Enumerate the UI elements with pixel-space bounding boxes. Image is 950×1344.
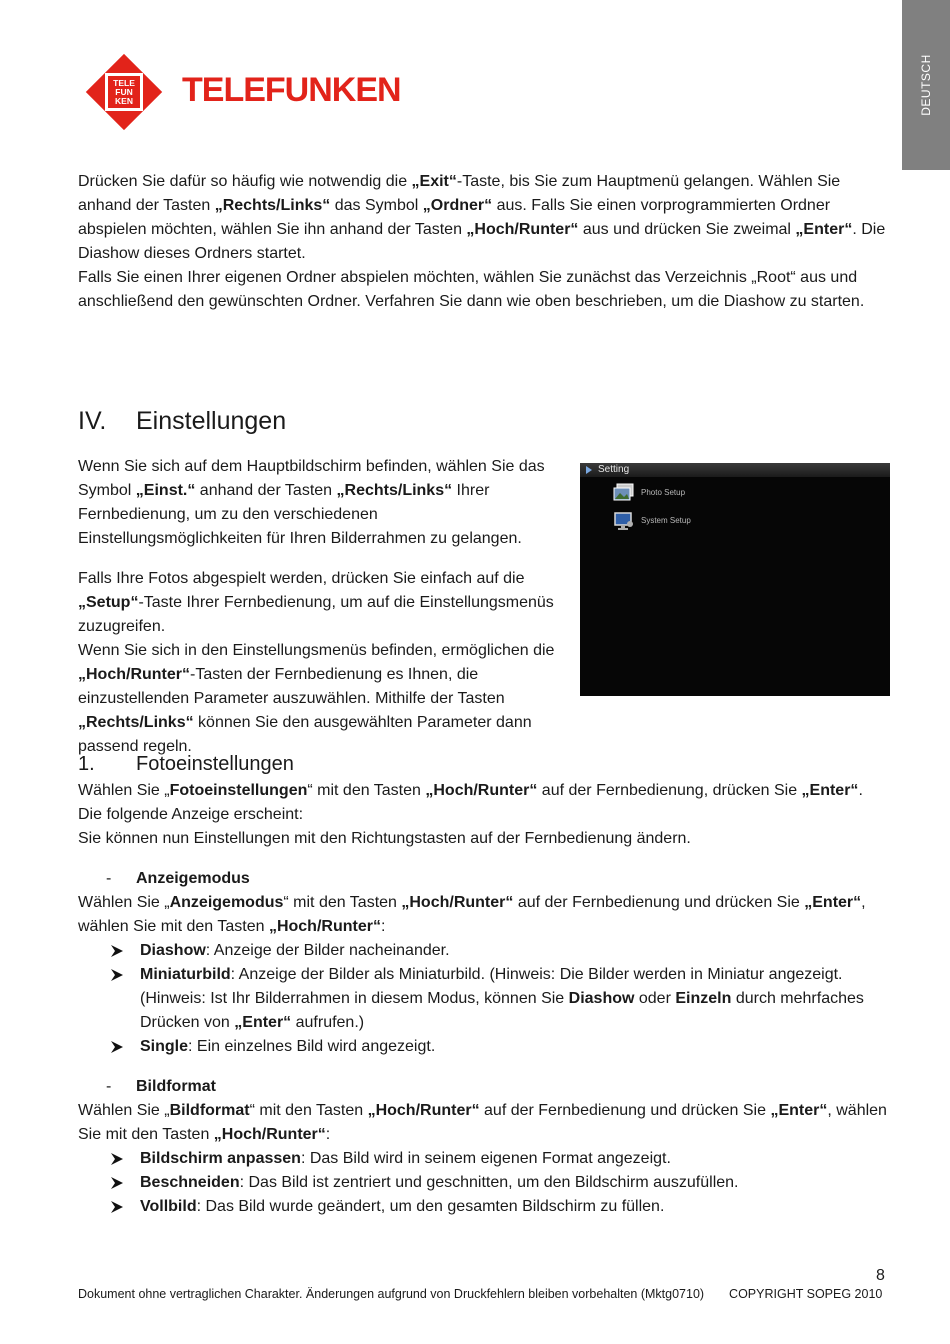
bold-text: „Einst.“: [135, 482, 196, 499]
text-run: “ mit den Tasten: [249, 1102, 368, 1119]
arrowhead-bullet-icon: [110, 1035, 124, 1059]
bold-text: Single: [140, 1038, 189, 1055]
anzeigemodus-heading-text: Anzeigemodus: [136, 870, 250, 887]
intro-paragraph-2: [78, 266, 890, 314]
anzeigemodus-intro: [78, 891, 890, 939]
bold-text: „Hoch/Runter“: [78, 666, 190, 683]
text-run: :: [380, 918, 386, 935]
setting-menu-screenshot: [580, 463, 890, 696]
text-run: können Sie den ausgewählten Parameter dann passend regeln.: [78, 714, 532, 755]
subsection-number: 1.: [78, 753, 95, 775]
text-run: : Anzeige der Bilder als Miniaturbild. (Hinweis: Die Bilder werden in Miniatur angezeigt. (Hinweis: Ist Ihr Bilderrahmen in diesem Modus, können Sie: [140, 966, 843, 1007]
screenshot-titlebar: [580, 463, 890, 477]
bold-text: „Hoch/Runter“: [367, 1102, 480, 1119]
text-run: -Tasten der Fernbedienung es Ihnen, die einzustellenden Parameter auszuwählen. Mithilfe der Tasten: [78, 666, 505, 707]
arrowhead-bullet-icon: [110, 1171, 124, 1195]
bildformat-options: [78, 1147, 890, 1219]
text-run: -Taste Ihrer Fernbedienung, um auf die Einstellungsmenüs zuzugreifen.: [78, 594, 554, 635]
anzeigemodus-heading: [78, 867, 890, 891]
bold-text: Bildformat: [169, 1102, 250, 1119]
bold-text: Einzeln: [675, 990, 732, 1007]
text-run: durch mehrfaches Drücken von: [140, 990, 864, 1031]
footer-copyright: COPYRIGHT SOPEG 2010: [729, 1287, 883, 1301]
section-number: IV.: [78, 407, 107, 435]
language-tab-label: DEUTSCH: [919, 54, 933, 116]
text-run: : Anzeige der Bilder nacheinander.: [205, 942, 450, 959]
text-run: Sie können nun Einstellungen mit den Richtungstasten auf der Fernbedienung ändern.: [78, 830, 691, 847]
svg-text:FUN: FUN: [115, 87, 133, 97]
bold-text: Vollbild: [140, 1198, 197, 1215]
language-tab: [902, 0, 950, 170]
section-title: Einstellungen: [136, 407, 287, 435]
arrowhead-bullet-icon: [110, 1147, 124, 1171]
bold-text: „Hoch/Runter“: [401, 894, 514, 911]
bold-text: Bildschirm anpassen: [140, 1150, 301, 1167]
bold-text: „Enter“: [770, 1102, 828, 1119]
text-run: “ mit den Tasten: [307, 782, 426, 799]
telefunken-logo: [84, 52, 404, 132]
text-run: : Das Bild ist zentriert und geschnitten, um den Bildschirm auszufüllen.: [239, 1174, 739, 1191]
screenshot-title: Setting: [598, 464, 630, 475]
bold-text: „Setup“: [78, 594, 139, 611]
photo-setup-icon: [612, 482, 636, 504]
foto-paragraph-2: [78, 827, 890, 851]
text-run: : Ein einzelnes Bild wird angezeigt.: [188, 1038, 436, 1055]
text-run: Wenn Sie sich in den Einstellungsmenüs befinden, ermöglichen die: [78, 642, 555, 659]
option-item: [78, 1147, 890, 1171]
anzeigemodus-options: [78, 939, 890, 1059]
text-run: :: [325, 1126, 331, 1143]
svg-text:TELE: TELE: [113, 78, 135, 88]
arrowhead-bullet-icon: [110, 939, 124, 963]
bold-text: Miniaturbild: [140, 966, 231, 983]
option-item: [78, 939, 890, 963]
svg-text:KEN: KEN: [115, 96, 133, 106]
anzeigemodus-dash: -: [106, 870, 112, 887]
bold-text: „Enter“: [234, 1014, 292, 1031]
text-run: -Taste, bis Sie zum Hauptmenü gelangen. Wählen Sie anhand der Tasten: [78, 173, 841, 214]
bold-text: „Hoch/Runter“: [268, 918, 381, 935]
text-run: : Das Bild wurde geändert, um den gesamten Bildschirm zu füllen.: [196, 1198, 665, 1215]
photo-setup-label: Photo Setup: [641, 488, 686, 497]
bildformat-heading-text: Bildformat: [136, 1078, 216, 1095]
settings-text-2: [78, 567, 563, 639]
bold-text: „Enter“: [801, 782, 859, 799]
telefunken-badge-icon: [84, 52, 164, 132]
intro-paragraph-1: [78, 170, 890, 266]
text-run: Wählen Sie „: [78, 894, 170, 911]
arrowhead-bullet-icon: [110, 963, 124, 987]
bold-text: Fotoeinstellungen: [169, 782, 308, 799]
text-run: Falls Sie einen Ihrer eigenen Ordner abspielen möchten, wählen Sie zunächst das Verzeichnis „Root“ aus und anschließend den gewünschten Ordner. Verfahren Sie dann wie oben beschrieben, um die Diashow zu starten.: [78, 269, 865, 310]
arrowhead-bullet-icon: [110, 1195, 124, 1219]
settings-paragraph-1: [78, 455, 563, 551]
text-run: . Die folgende Anzeige erscheint:: [78, 782, 863, 823]
bold-text: „Rechts/Links“: [214, 197, 331, 214]
subsection-heading: [78, 752, 294, 776]
bildformat-dash: -: [106, 1078, 112, 1095]
bold-text: „Hoch/Runter“: [466, 221, 579, 238]
text-run: Falls Ihre Fotos abgespielt werden, drücken Sie einfach auf die: [78, 570, 525, 587]
text-run: , wählen Sie mit den Tasten: [78, 1102, 887, 1143]
text-run: oder: [634, 990, 676, 1007]
bildformat-heading: [78, 1075, 890, 1099]
text-run: aus. Falls Sie einen vorprogrammierten Ordner abspielen möchten, wählen Sie ihn anhand der Tasten: [78, 197, 831, 238]
bold-text: Diashow: [568, 990, 635, 1007]
option-item: [78, 1171, 890, 1195]
text-run: Drücken Sie dafür so häufig wie notwendig die: [78, 173, 412, 190]
text-run: auf der Fernbedienung und drücken Sie: [479, 1102, 771, 1119]
bildformat-block: [78, 1075, 890, 1219]
bold-text: „Enter“: [795, 221, 853, 238]
bold-text: „Enter“: [804, 894, 862, 911]
text-run: “ mit den Tasten: [283, 894, 402, 911]
subsection-title: Fotoeinstellungen: [136, 753, 294, 775]
text-run: auf der Fernbedienung, drücken Sie: [537, 782, 802, 799]
system-setup-label: System Setup: [641, 516, 691, 525]
text-run: Wählen Sie „: [78, 1102, 170, 1119]
bold-text: „Hoch/Runter“: [425, 782, 538, 799]
bold-text: „Rechts/Links“: [78, 714, 194, 731]
play-arrow-icon: [586, 466, 592, 474]
text-run: Wenn Sie sich auf dem Hauptbildschirm befinden, wählen Sie das Symbol: [78, 458, 545, 499]
footer: [78, 1284, 882, 1304]
text-run: auf der Fernbedienung und drücken Sie: [513, 894, 805, 911]
foto-text: [78, 779, 890, 851]
option-item: [78, 1035, 890, 1059]
footer-disclaimer: Dokument ohne vertraglichen Charakter. Änderungen aufgrund von Druckfehlern bleiben vorbehalten (Mktg0710): [78, 1287, 705, 1301]
foto-paragraph-1: [78, 779, 890, 827]
bold-text: „Rechts/Links“: [336, 482, 453, 499]
text-run: Ihrer Fernbedienung, um zu den verschiedenen Einstellungsmöglichkeiten für Ihren Bilderrahmen zu gelangen.: [78, 482, 522, 547]
text-run: anhand der Tasten: [195, 482, 337, 499]
settings-paragraph-3: [78, 639, 563, 759]
logo-wordmark: TELEFUNKEN: [182, 71, 401, 109]
option-item: [78, 963, 890, 1035]
settings-text-1: [78, 455, 563, 551]
intro-text: [78, 170, 890, 314]
bold-text: „Exit“: [411, 173, 457, 190]
anzeigemodus-block: [78, 867, 890, 1059]
text-run: aus und drücken Sie zweimal: [578, 221, 796, 238]
bold-text: Diashow: [140, 942, 206, 959]
settings-paragraph-2: [78, 567, 563, 639]
text-run: , wählen Sie mit den Tasten: [78, 894, 866, 935]
bold-text: Anzeigemodus: [169, 894, 284, 911]
bold-text: „Hoch/Runter“: [213, 1126, 326, 1143]
text-run: aufrufen.): [291, 1014, 365, 1031]
page-number: 8: [876, 1267, 885, 1284]
text-run: das Symbol: [330, 197, 423, 214]
system-setup-icon: [612, 510, 636, 532]
text-run: : Das Bild wird in seinem eigenen Format angezeigt.: [300, 1150, 671, 1167]
option-item: [78, 1195, 890, 1219]
section-heading: [78, 406, 286, 436]
bold-text: „Ordner“: [422, 197, 493, 214]
bold-text: Beschneiden: [140, 1174, 240, 1191]
bildformat-intro: [78, 1099, 890, 1147]
text-run: Wählen Sie „: [78, 782, 170, 799]
text-run: . Die Diashow dieses Ordners startet.: [78, 221, 886, 262]
